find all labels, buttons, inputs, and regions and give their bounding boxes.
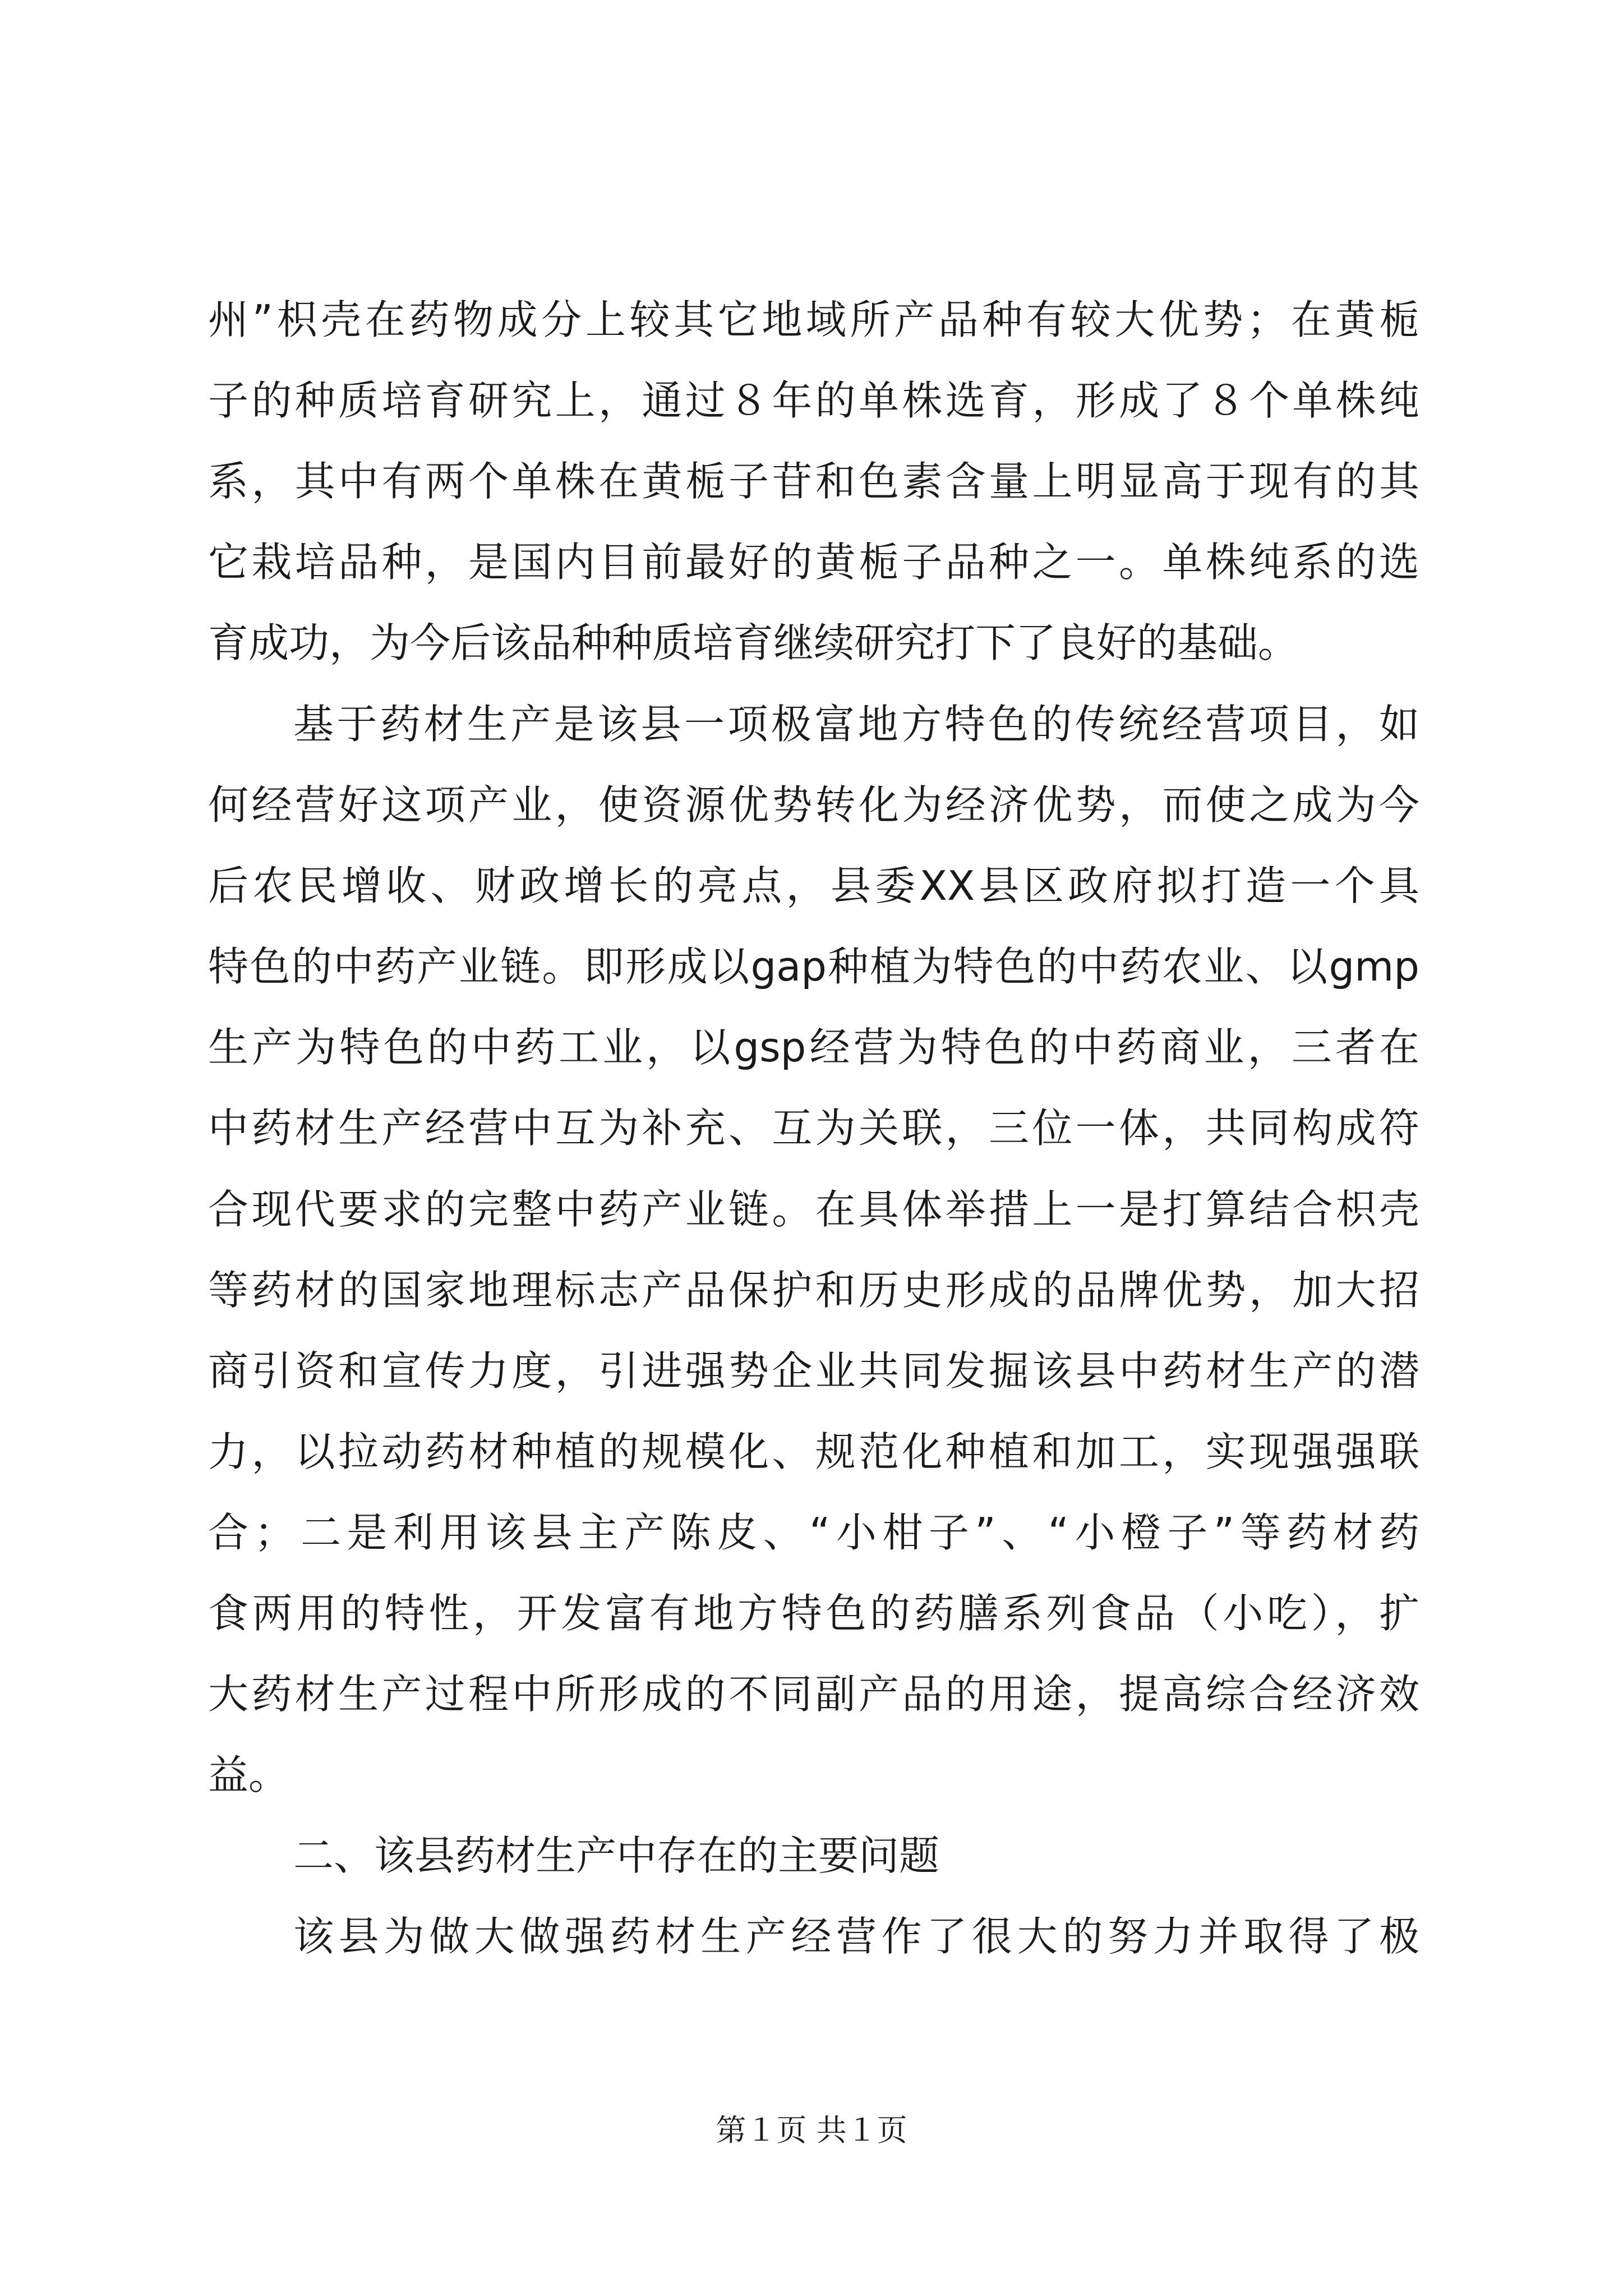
text-line: 该县为做大做强药材生产经营作了很大的努力并取得了极 <box>293 1913 1419 1960</box>
text-line: 后农民增收、财政增长的亮点，县委XX县区政府拟打造一个具 <box>208 862 1419 909</box>
text-line: 大药材生产过程中所形成的不同副产品的用途，提高综合经济效 <box>208 1671 1419 1718</box>
text-line: 子的种质培育研究上，通过８年的单株选育，形成了８个单株纯 <box>208 377 1419 424</box>
text-line: 特色的中药产业链。即形成以gap种植为特色的中药农业、以gmp <box>208 943 1419 990</box>
text-line: 生产为特色的中药工业，以gsp经营为特色的中药商业，三者在 <box>208 1024 1419 1071</box>
section-heading: 二、该县药材生产中存在的主要问题 <box>293 1832 940 1879</box>
text-line: 州”枳壳在药物成分上较其它地域所产品种有较大优势；在黄栀 <box>208 296 1419 343</box>
text-line: 食两用的特性，开发富有地方特色的药膳系列食品（小吃），扩 <box>208 1590 1419 1637</box>
text-line: 合；二是利用该县主产陈皮、“小柑子”、“小橙子”等药材药 <box>208 1509 1419 1556</box>
text-line: 益。 <box>208 1751 289 1798</box>
text-line: 合现代要求的完整中药产业链。在具体举措上一是打算结合枳壳 <box>208 1186 1419 1233</box>
page-footer: 第１页 共１页 <box>716 2113 907 2148</box>
text-line: 系，其中有两个单株在黄栀子苷和色素含量上明显高于现有的其 <box>208 458 1419 505</box>
text-line: 它栽培品种，是国内目前最好的黄栀子品种之一。单株纯系的选 <box>208 539 1419 586</box>
text-line: 力，以拉动药材种植的规模化、规范化种植和加工，实现强强联 <box>208 1428 1419 1475</box>
text-line: 基于药材生产是该县一项极富地方特色的传统经营项目，如 <box>293 701 1419 748</box>
text-line: 等药材的国家地理标志产品保护和历史形成的品牌优势，加大招 <box>208 1267 1419 1314</box>
text-line: 商引资和宣传力度，引进强势企业共同发掘该县中药材生产的潜 <box>208 1347 1419 1395</box>
text-line: 中药材生产经营中互为补充、互为关联，三位一体，共同构成符 <box>208 1105 1419 1152</box>
text-line: 何经营好这项产业，使资源优势转化为经济优势，而使之成为今 <box>208 781 1419 829</box>
text-line: 育成功，为今后该品种种质培育继续研究打下了良好的基础。 <box>208 619 1299 666</box>
